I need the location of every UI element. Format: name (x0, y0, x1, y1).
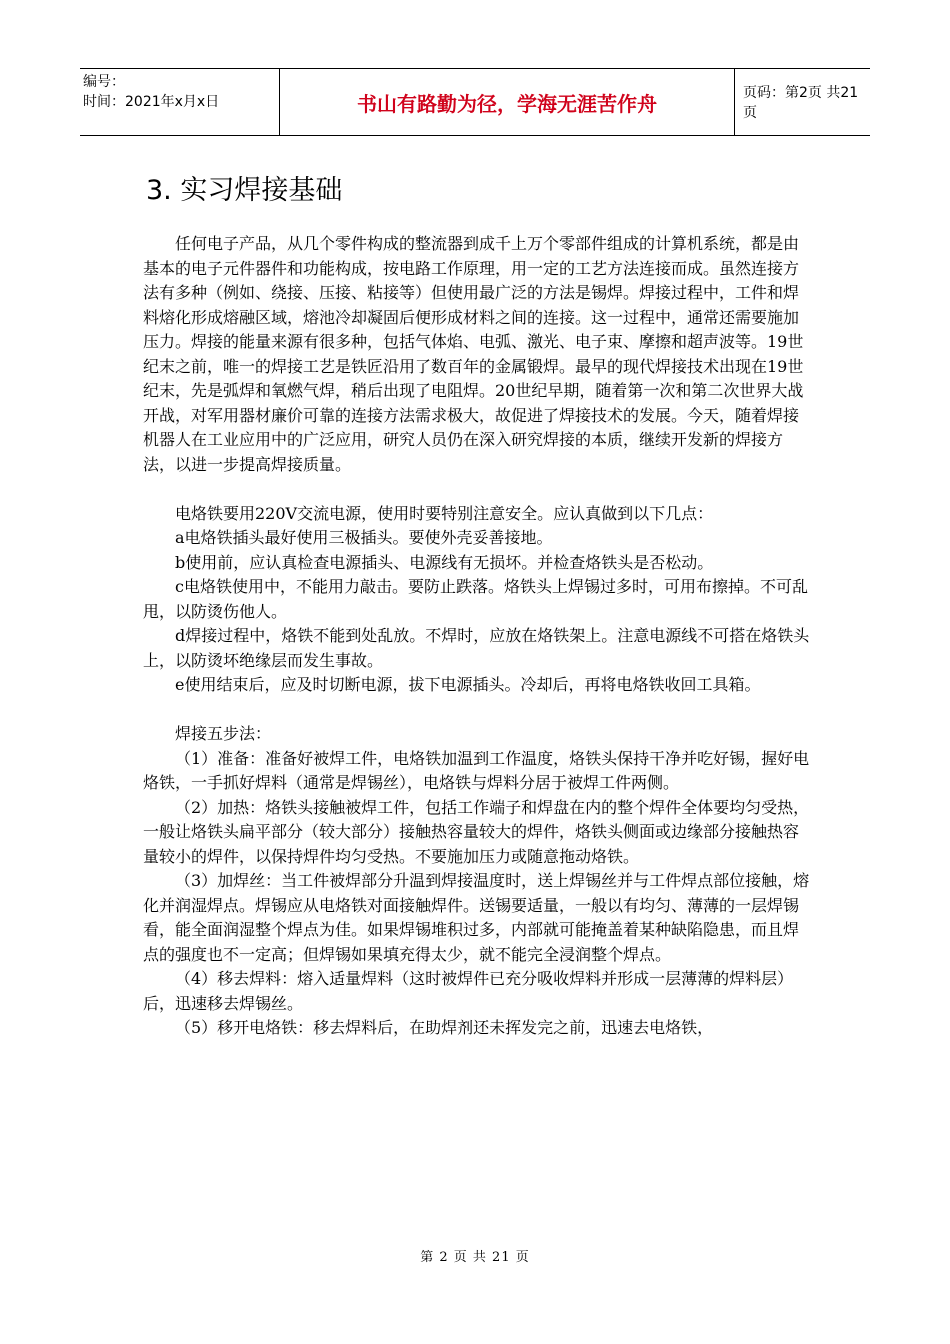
safety-intro: 电烙铁要用220V交流电源，使用时要特别注意安全。应认真做到以下几点： (175, 503, 714, 523)
intro-paragraph: 任何电子产品，从几个零件构成的整流器到成千上万个零部件组成的计算机系统，都是由基本的电子元件器件和功能构成，按电路工作原理，用一定的工艺方法连接而成。虽然连接方法有多种（例如、绕接、压接、粘接等）但使用最广泛的方法是锡焊。焊接过程中，工件和焊料熔化形成熔融区域，熔池冷却凝固后便形成材料之间的连接。这一过程中，通常还需要施加压力。焊接的能量来源有很多种，包括气体焰、电弧、激光、电子束、摩擦和超声波等。19世纪末之前，唯一的焊接工艺是铁匠沿用了数百年的金属锻焊。最早的现代焊接技术出现在19世纪末，先是弧焊和氧燃气焊，稍后出现了电阻焊。20世纪早期，随着第一次和第二次世界大战开战，对军用器材廉价可靠的连接方法需求极大，故促进了焊接技术的发展。今天，随着焊接机器人在工业应用中的广泛应用，研究人员仍在深入研究焊接的本质，继续开发新的焊接方法，以进一步提高焊接质量。 (143, 234, 804, 474)
steps-title: 焊接五步法： (175, 724, 272, 743)
step-4: （4）移去焊料：熔入适量焊料（这时被焊件已充分吸收焊料并形成一层薄薄的焊料层）后，迅速移去焊锡丝。 (143, 969, 794, 1013)
safety-item-e: e使用结束后，应及时切断电源，拔下电源插头。冷却后，再将电烙铁收回工具箱。 (175, 675, 761, 694)
page-header (80, 68, 870, 136)
section-title: 3. 实习焊接基础 (146, 175, 343, 206)
safety-item-b: b使用前，应认真检查电源插头、电源线有无损坏。并检查烙铁头是否松动。 (175, 552, 714, 572)
step-3: （3）加焊丝：当工件被焊部分升温到焊接温度时，送上焊锡丝并与工件焊点部位接触，熔化并润湿焊点。焊锡应从电烙铁对面接触焊件。送锡要适量，一般以有均匀、薄薄的一层焊锡看，能全面润湿整个焊点为佳。如果焊锡堆积过多，内部就可能掩盖着某种缺陷隐患，而且焊点的强度也不一定高；但焊锡如果填充得太少，就不能完全浸润整个焊点。 (143, 871, 810, 964)
header-meta (80, 69, 280, 135)
date-label: 时间：2021年x月x日 (83, 94, 220, 110)
header-page-info: 页码：第2页 共21页 (743, 85, 859, 121)
step-1: （1）准备：准备好被焊工件，电烙铁加温到工作温度，烙铁头保持干净并吃好锡，握好电烙铁，一手抓好焊料（通常是焊锡丝），电烙铁与焊料分居于被焊工件两侧。 (143, 748, 810, 792)
safety-item-c: c电烙铁使用中，不能用力敲击。要防止跌落。烙铁头上焊锡过多时，可用布擦掉。不可乱甩，以防烫伤他人。 (143, 577, 808, 621)
page-footer: 第 2 页 共 21 页 (420, 1250, 530, 1265)
safety-item-d: d焊接过程中，烙铁不能到处乱放。不焊时，应放在烙铁架上。注意电源线不可搭在烙铁头上，以防烫坏绝缘层而发生事故。 (143, 626, 810, 670)
safety-item-a: a电烙铁插头最好使用三极插头。要使外壳妥善接地。 (175, 528, 553, 547)
header-motto: 书山有路勤为径，学海无涯苦作舟 (280, 69, 735, 135)
document-body (143, 232, 813, 1041)
number-label: 编号： (83, 74, 125, 90)
step-2: （2）加热：烙铁头接触被焊工件，包括工作端子和焊盘在内的整个焊件全体要均匀受热，一般让烙铁头扁平部分（较大部分）接触热容量较大的焊件，烙铁头侧面或边缘部分接触热容量较小的焊件，以保持焊件均匀受热。不要施加压力或随意拖动烙铁。 (143, 797, 810, 866)
step-5: （5）移开电烙铁：移去焊料后，在助焊剂还未挥发完之前，迅速去电烙铁， (175, 1018, 714, 1037)
